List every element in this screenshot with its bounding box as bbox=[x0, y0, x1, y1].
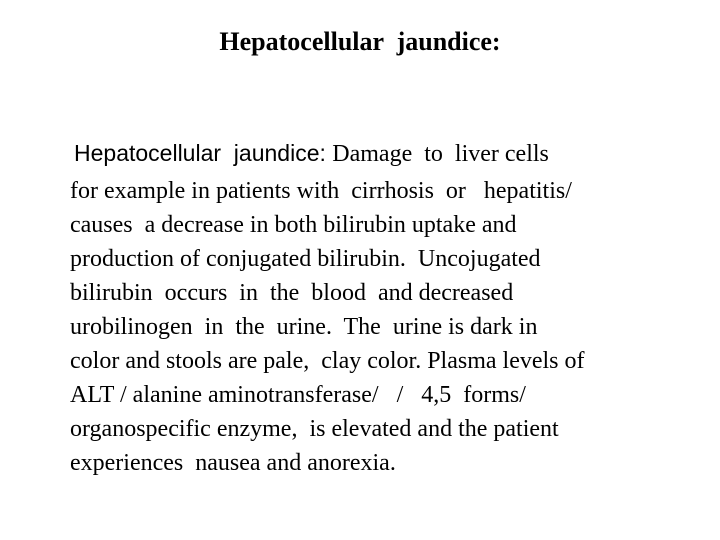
lead-term: Hepatocellular jaundice: bbox=[74, 140, 333, 166]
body-line-7: color and stools are pale, clay color. Plasma levels of bbox=[70, 348, 585, 374]
body-line-1 bbox=[74, 134, 710, 174]
body-line-1-text: Damage to liver cells bbox=[332, 141, 549, 167]
body-line-10: experiences nausea and anorexia. bbox=[70, 450, 396, 476]
body-line-4: production of conjugated bilirubin. Uncojugated bbox=[70, 246, 541, 272]
slide-body-text bbox=[70, 134, 710, 480]
slide-title: Hepatocellular jaundice: bbox=[219, 27, 501, 56]
body-line-3: causes a decrease in both bilirubin uptake and bbox=[70, 212, 517, 238]
body-line-2: for example in patients with cirrhosis or hepatitis/ bbox=[70, 178, 572, 204]
body-line-9: organospecific enzyme, is elevated and the patient bbox=[70, 416, 559, 442]
body-line-6: urobilinogen in the urine. The urine is dark in bbox=[70, 314, 538, 340]
body-line-8: ALT / alanine aminotransferase/ / 4,5 forms/ bbox=[70, 382, 526, 408]
body-line-5: bilirubin occurs in the blood and decreased bbox=[70, 280, 514, 306]
